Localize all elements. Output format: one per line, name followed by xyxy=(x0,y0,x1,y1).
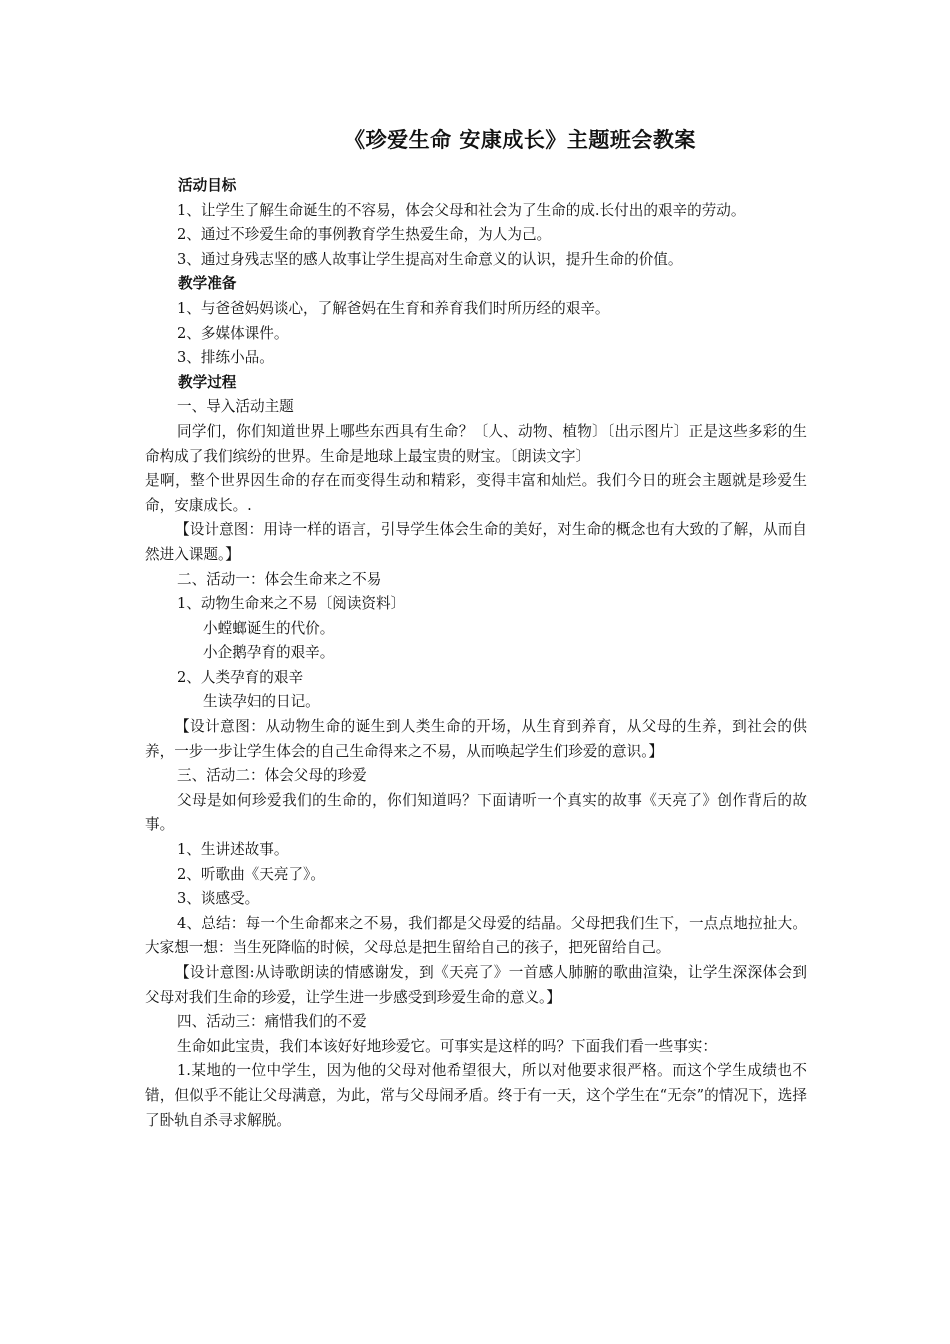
paragraph: 1、动物生命来之不易〔阅读资料〕 xyxy=(177,595,406,613)
paragraph: 1、生讲述故事。 xyxy=(177,841,289,859)
paragraph: 生读孕妇的日记。 xyxy=(203,693,320,711)
paragraph: 父母是如何珍爱我们的生命的，你们知道吗？下面请听一个真实的故事《天亮了》创作背后的故事。 xyxy=(145,791,807,834)
paragraph: 四、活动三：痛惜我们的不爱 xyxy=(177,1013,367,1031)
paragraph: 1、让学生了解生命诞生的不容易，体会父母和社会为了生命的成.长付出的艰辛的劳动。 xyxy=(177,201,746,219)
paragraph: 3、通过身残志坚的感人故事让学生提高对生命意义的认识，提升生命的价值。 xyxy=(177,250,683,268)
paragraph: 同学们，你们知道世界上哪些东西具有生命？〔人、动物、植物〕〔出示图片〕正是这些多彩的生命构成了我们缤纷的世界。生命是地球上最宝贵的财宝。〔朗读文字〕 xyxy=(145,422,807,465)
document-body xyxy=(145,174,807,1133)
paragraph: 2、人类孕育的艰辛 xyxy=(177,668,304,686)
paragraph: 3、排练小品。 xyxy=(177,349,274,367)
paragraph: 1、与爸爸妈妈谈心，了解爸妈在生育和养育我们时所历经的艰辛。 xyxy=(177,299,610,317)
section-heading: 教学准备 xyxy=(178,275,237,293)
paragraph: 小螳螂诞生的代价。 xyxy=(203,619,335,637)
paragraph: 生命如此宝贵，我们本该好好地珍爱它。可事实是这样的吗？下面我们看一些事实： xyxy=(177,1037,717,1055)
paragraph: 小企鹅孕育的艰辛。 xyxy=(203,644,335,662)
paragraph: 3、谈感受。 xyxy=(177,890,260,908)
design-note: 【设计意图:从诗歌朗读的情感谢发，到《天亮了》一首感人肺腑的歌曲渲染，让学生深深体会到父母对我们生命的珍爱，让学生进一步感受到珍爱生命的意义。】 xyxy=(145,964,807,1006)
design-note: 【设计意图：从动物生命的诞生到人类生命的开场，从生育到养育，从父母的生养，到社会的供养，一步一步让学生体会的自己生命得来之不易，从而唤起学生们珍爱的意识。】 xyxy=(145,718,807,760)
document-title: 《珍爱生命 安康成长》主题班会教案 xyxy=(344,128,696,152)
paragraph: 2、通过不珍爱生命的事例教育学生热爱生命，为人为己。 xyxy=(177,226,552,244)
paragraph: 三、活动二：体会父母的珍爱 xyxy=(177,767,367,785)
paragraph: 一、导入活动主题 xyxy=(177,398,294,416)
section-heading: 活动目标 xyxy=(178,177,237,194)
section-heading: 教学过程 xyxy=(178,373,237,391)
paragraph: 是啊，整个世界因生命的存在而变得生动和精彩，变得丰富和灿烂。我们今日的班会主题就是珍爱生命，安康成长。. xyxy=(145,472,807,514)
paragraph: 4、总结：每一个生命都来之不易，我们都是父母爱的结晶。父母把我们生下，一点点地拉扯大。大家想一想：当生死降临的时候，父母总是把生留给自己的孩子，把死留给自己。 xyxy=(145,914,807,957)
paragraph: 1.某地的一位中学生，因为他的父母对他希望很大，所以对他要求很严格。而这个学生成绩也不错，但似乎不能让父母满意，为此，常与父母闹矛盾。终于有一天，这个学生在“无奈”的情况下，选择了卧轨自杀寻求解脱。 xyxy=(145,1062,807,1129)
paragraph: 2、听歌曲《天亮了》。 xyxy=(177,865,325,883)
design-note: 【设计意图：用诗一样的语言，引导学生体会生命的美好，对生命的概念也有大致的了解，从而自然进入课题。】 xyxy=(145,521,807,563)
paragraph: 二、活动一：体会生命来之不易 xyxy=(177,570,382,588)
paragraph: 2、多媒体课件。 xyxy=(177,324,289,342)
